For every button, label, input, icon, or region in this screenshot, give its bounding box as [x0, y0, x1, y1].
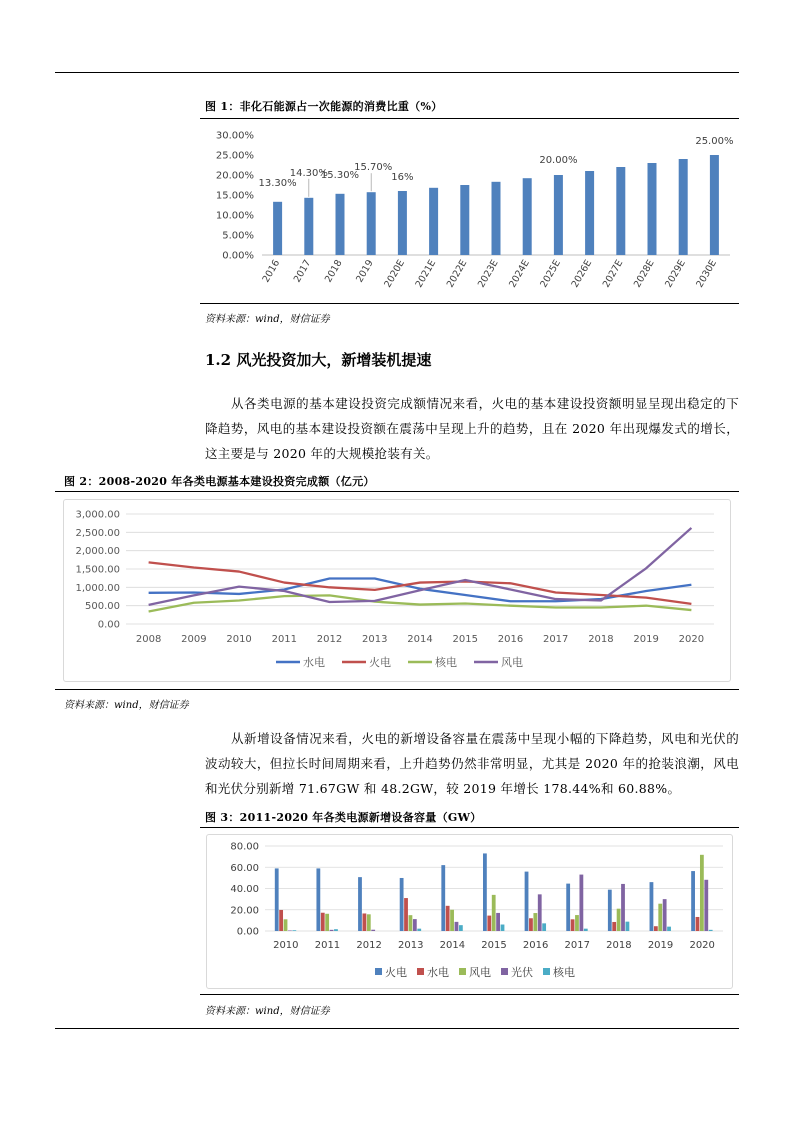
bar-光伏-2010 — [288, 930, 292, 931]
figure2-box — [55, 491, 739, 690]
bar-2023E — [492, 182, 501, 255]
x-tick-label: 2025E — [538, 258, 563, 290]
bar-光伏-2019 — [663, 899, 667, 931]
bar-核电-2015 — [501, 925, 505, 931]
y-tick-label: 2,500.00 — [75, 527, 120, 539]
bar-光伏-2014 — [455, 922, 459, 931]
legend-label: 核电 — [553, 966, 575, 979]
legend-label: 风电 — [469, 966, 491, 979]
bar-火电-2019 — [650, 882, 654, 931]
x-tick-label: 2017 — [542, 634, 569, 645]
bar-水电-2015 — [487, 916, 491, 931]
bar-2029E — [679, 159, 688, 255]
bar-2030E — [710, 155, 719, 255]
bar-风电-2018 — [617, 909, 621, 931]
legend-label: 光伏 — [511, 966, 533, 979]
bar-2025E — [554, 175, 563, 255]
bar-2020E — [398, 191, 407, 255]
paragraph-1-text: 从各类电源的基本建设投资完成额情况来看，火电的基本建设投资额明显呈现出稳定的下降趋势，风电的基本建设投资额在震荡中呈现上升的趋势，且在 2020 年出现爆发式的增长，这主要是与 2020 年的大规模抢装有关。 — [205, 396, 739, 461]
x-tick-label: 2027E — [600, 258, 626, 290]
bar-2024E — [523, 178, 532, 255]
bar-水电-2017 — [571, 919, 575, 931]
y-tick-label: 30.00% — [215, 130, 254, 142]
bar-核电-2019 — [667, 927, 671, 931]
legend-label: 水电 — [427, 966, 449, 979]
x-tick-label: 2021E — [413, 258, 439, 290]
x-tick-label: 2012 — [316, 634, 343, 645]
x-tick-label: 2020 — [689, 940, 715, 951]
x-tick-label: 2010 — [226, 634, 252, 645]
y-tick-label: 20.00 — [230, 905, 259, 917]
bar-水电-2018 — [612, 922, 616, 931]
legend-swatch-风电 — [459, 968, 466, 975]
bar-核电-2020 — [709, 930, 713, 931]
y-tick-label: 0.00 — [97, 619, 120, 631]
footer-rule — [55, 1028, 739, 1029]
x-tick-label: 2016 — [260, 258, 283, 285]
legend-label: 火电 — [369, 656, 391, 669]
bar-2026E — [585, 171, 594, 255]
x-tick-label: 2011 — [314, 940, 341, 951]
bar-水电-2010 — [279, 910, 283, 931]
x-tick-label: 2029E — [663, 258, 688, 290]
data-label: 25.00% — [695, 136, 734, 147]
x-tick-label: 2012 — [356, 940, 382, 951]
y-tick-label: 20.00% — [215, 170, 254, 182]
bar-光伏-2018 — [621, 884, 625, 931]
legend-label: 火电 — [385, 966, 407, 979]
x-tick-label: 2010 — [273, 940, 299, 951]
x-tick-label: 2020 — [678, 634, 705, 645]
bar-风电-2015 — [492, 895, 496, 931]
x-tick-label: 2013 — [362, 634, 388, 645]
bar-光伏-2020 — [704, 880, 708, 931]
bar-火电-2016 — [525, 872, 529, 931]
y-tick-label: 1,500.00 — [75, 564, 120, 576]
x-tick-label: 2008 — [135, 634, 162, 645]
bar-2022E — [460, 185, 469, 255]
header-rule — [55, 72, 739, 73]
legend-swatch-火电 — [375, 968, 382, 975]
bar-火电-2013 — [400, 878, 404, 931]
bar-水电-2020 — [696, 917, 700, 931]
x-tick-label: 2028E — [631, 258, 657, 290]
bar-核电-2010 — [292, 930, 296, 931]
bar-光伏-2016 — [538, 894, 542, 931]
bar-风电-2019 — [658, 904, 662, 931]
x-tick-label: 2030E — [694, 258, 719, 290]
bar-水电-2011 — [321, 913, 325, 931]
x-tick-label: 2023E — [475, 258, 501, 290]
bar-水电-2016 — [529, 918, 533, 931]
legend-label: 核电 — [435, 656, 457, 669]
bar-火电-2014 — [441, 865, 445, 931]
figure1-source: 资料来源：wind，财信证券 — [205, 314, 330, 325]
x-tick-label: 2018 — [322, 258, 345, 285]
y-tick-label: 80.00 — [230, 841, 259, 853]
bar-火电-2010 — [275, 868, 279, 931]
bar-水电-2014 — [446, 906, 450, 931]
x-tick-label: 2019 — [647, 940, 674, 951]
bar-风电-2011 — [325, 914, 329, 931]
y-tick-label: 25.00% — [215, 150, 254, 162]
y-tick-label: 10.00% — [215, 210, 254, 222]
bar-火电-2011 — [316, 868, 320, 931]
bar-核电-2013 — [417, 929, 421, 931]
data-label: 16% — [391, 172, 414, 183]
figure1-chart — [202, 121, 737, 303]
x-tick-label: 2020E — [382, 258, 407, 290]
bar-火电-2020 — [691, 871, 695, 931]
legend-label: 风电 — [501, 656, 523, 669]
legend-label: 水电 — [303, 656, 325, 669]
bar-2028E — [648, 163, 657, 255]
section-heading: 1.2 风光投资加大，新增装机提速 — [205, 351, 432, 369]
bar-核电-2014 — [459, 925, 463, 931]
x-tick-label: 2026E — [569, 258, 595, 290]
figure3-box — [200, 827, 739, 995]
figure2-chart — [64, 500, 730, 681]
bar-核电-2011 — [334, 929, 338, 931]
bar-核电-2016 — [542, 923, 546, 931]
data-label: 15.30% — [320, 169, 360, 181]
x-tick-label: 2019 — [633, 634, 659, 645]
bar-火电-2017 — [566, 884, 570, 931]
figure2-frame — [63, 499, 731, 682]
data-label: 14.30% — [289, 167, 328, 179]
bar-风电-2012 — [367, 914, 371, 931]
x-tick-label: 2019 — [354, 258, 376, 285]
x-tick-label: 2016 — [522, 940, 549, 951]
legend-swatch-核电 — [543, 968, 550, 975]
x-tick-label: 2009 — [181, 634, 207, 645]
figure3-source: 资料来源：wind，财信证券 — [205, 1006, 330, 1017]
figure2-title: 图 2：2008-2020 年各类电源基本建设投资完成额（亿元） — [64, 475, 375, 488]
x-tick-label: 2014 — [407, 634, 433, 645]
legend-swatch-水电 — [417, 968, 424, 975]
x-tick-label: 2022E — [444, 258, 470, 290]
bar-火电-2018 — [608, 890, 612, 931]
x-tick-label: 2017 — [564, 940, 590, 951]
x-tick-label: 2015 — [481, 940, 507, 951]
bar-2018 — [336, 194, 345, 255]
y-tick-label: 1,000.00 — [75, 582, 120, 594]
bar-火电-2015 — [483, 853, 487, 931]
bar-光伏-2011 — [330, 930, 334, 931]
bar-火电-2012 — [358, 877, 362, 931]
x-tick-label: 2018 — [588, 634, 614, 645]
x-tick-label: 2013 — [398, 940, 424, 951]
bar-2021E — [429, 188, 438, 255]
bar-2017 — [304, 198, 313, 255]
y-tick-label: 0.00 — [236, 926, 259, 938]
x-tick-label: 2011 — [271, 634, 298, 645]
x-tick-label: 2024E — [507, 258, 532, 290]
y-tick-label: 60.00 — [230, 862, 259, 874]
x-tick-label: 2017 — [291, 258, 314, 285]
y-tick-label: 5.00% — [222, 230, 254, 242]
y-tick-label: 2,000.00 — [75, 546, 120, 558]
bar-2016 — [273, 202, 282, 255]
bar-光伏-2017 — [579, 875, 583, 931]
bar-水电-2019 — [654, 926, 658, 931]
y-tick-label: 500.00 — [85, 601, 120, 613]
bar-核电-2018 — [626, 922, 630, 931]
figure3-chart — [207, 835, 732, 988]
figure3-frame — [206, 834, 733, 989]
bar-风电-2017 — [575, 915, 579, 931]
data-label: 20.00% — [539, 155, 578, 166]
paragraph-2-text: 从新增设备情况来看，火电的新增设备容量在震荡中呈现小幅的下降趋势，风电和光伏的波动较大，但拉长时间周期来看，上升趋势仍然非常明显，尤其是 2020 年的抢装浪潮，风电和光伏分别新增 71.67GW 和 48.2GW，较 2019 年增长 178.44%和 60.88%。 — [205, 731, 739, 796]
x-tick-label: 2015 — [452, 634, 478, 645]
y-tick-label: 3,000.00 — [75, 509, 120, 521]
y-tick-label: 40.00 — [230, 884, 259, 895]
figure3-title: 图 3：2011-2020 年各类电源新增设备容量（GW） — [205, 811, 482, 824]
bar-风电-2016 — [533, 913, 537, 931]
bar-风电-2010 — [284, 919, 288, 931]
bar-水电-2012 — [362, 913, 366, 931]
legend-swatch-光伏 — [501, 968, 508, 975]
x-tick-label: 2016 — [497, 634, 524, 645]
bar-水电-2013 — [404, 898, 408, 931]
bar-风电-2020 — [700, 855, 704, 931]
bar-核电-2017 — [584, 929, 588, 931]
figure1-title: 图 1：非化石能源占一次能源的消费比重（%） — [205, 100, 443, 113]
bar-光伏-2013 — [413, 919, 417, 931]
paragraph-1 — [205, 391, 739, 466]
data-label: 15.70% — [354, 162, 393, 174]
paragraph-2 — [205, 726, 739, 801]
figure2-source: 资料来源：wind，财信证券 — [64, 700, 189, 711]
bar-光伏-2015 — [496, 913, 500, 931]
y-tick-label: 0.00% — [222, 250, 254, 262]
data-label: 13.30% — [258, 177, 297, 189]
bar-光伏-2012 — [371, 930, 375, 931]
bar-2027E — [616, 167, 625, 255]
y-tick-label: 15.00% — [215, 190, 254, 202]
x-tick-label: 2014 — [439, 940, 466, 951]
bar-风电-2014 — [450, 910, 454, 931]
bar-2019 — [367, 192, 376, 255]
x-tick-label: 2018 — [606, 940, 632, 951]
figure1-box — [200, 118, 739, 304]
bar-风电-2013 — [409, 915, 413, 931]
